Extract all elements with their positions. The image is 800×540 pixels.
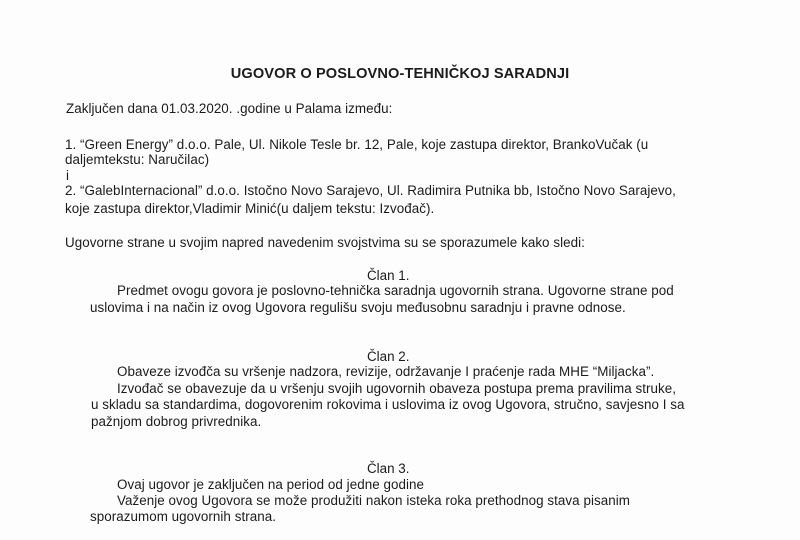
article-2-line-4: pažnjom dobrog privrednika. <box>91 414 262 429</box>
agreement-statement: Ugovorne strane u svojim napred navedenim svojstvima su se sporazumele kako sledi: <box>65 235 585 250</box>
article-1-line-1: Predmet ovogu govora je poslovno-tehnička saradnja ugovornih strana. Ugovorne strane pod <box>117 283 674 298</box>
party2-line2: koje zastupa direktor,Vladimir Minić(u daljem tekstu: Izvođač). <box>65 201 435 216</box>
article-2-line-2: Izvođač se obavezuje da u vršenju svojih ugovornih obaveza postupa prema pravilima struke, <box>117 381 677 396</box>
article-1-line-2: uslovima i na način iz ovog Ugovora regulišu svoju međusobnu saradnju i pravne odnose. <box>90 300 626 315</box>
article-3-line-3: sporazumom ugovornih strana. <box>90 509 276 524</box>
party2-line1: 2. “GalebInternacional” d.o.o. Istočno Novo Sarajevo, Ul. Radimira Putnika bb, Istočno Novo Sarajevo, <box>65 183 676 198</box>
article-2-heading: Član 2. <box>367 349 410 364</box>
party1-line2: daljemtekstu: Naručilac) <box>65 152 210 167</box>
conjunction-text: i <box>66 168 70 183</box>
article-2-line-1: Obaveze izvođča su vršenje nadzora, revizije, održavanje I praćenje rada MHE “Miljacka”. <box>117 364 655 379</box>
article-3-heading: Član 3. <box>367 461 410 476</box>
article-2-line-3: u skladu sa standardima, dogovorenim rokovima i uslovima iz ovog Ugovora, stručno, savjesno I sa <box>91 397 685 412</box>
party1-line1: 1. “Green Energy” d.o.o. Pale, Ul. Nikole Tesle br. 12, Pale, koje zastupa direktor, BrankoVučak (u <box>65 137 649 152</box>
intro-text: Zaključen dana 01.03.2020. .godine u Palama između: <box>66 101 393 116</box>
article-3-line-1: Ovaj ugovor je zaključen na period od jedne godine <box>117 477 424 492</box>
article-1-heading: Član 1. <box>367 268 410 283</box>
article-3-line-2: Važenje ovog Ugovora se može produžiti nakon isteka roka prethodnog stava pisanim <box>117 493 630 508</box>
document-title: UGOVOR O POSLOVNO-TEHNIČKOJ SARADNJI <box>230 66 570 82</box>
